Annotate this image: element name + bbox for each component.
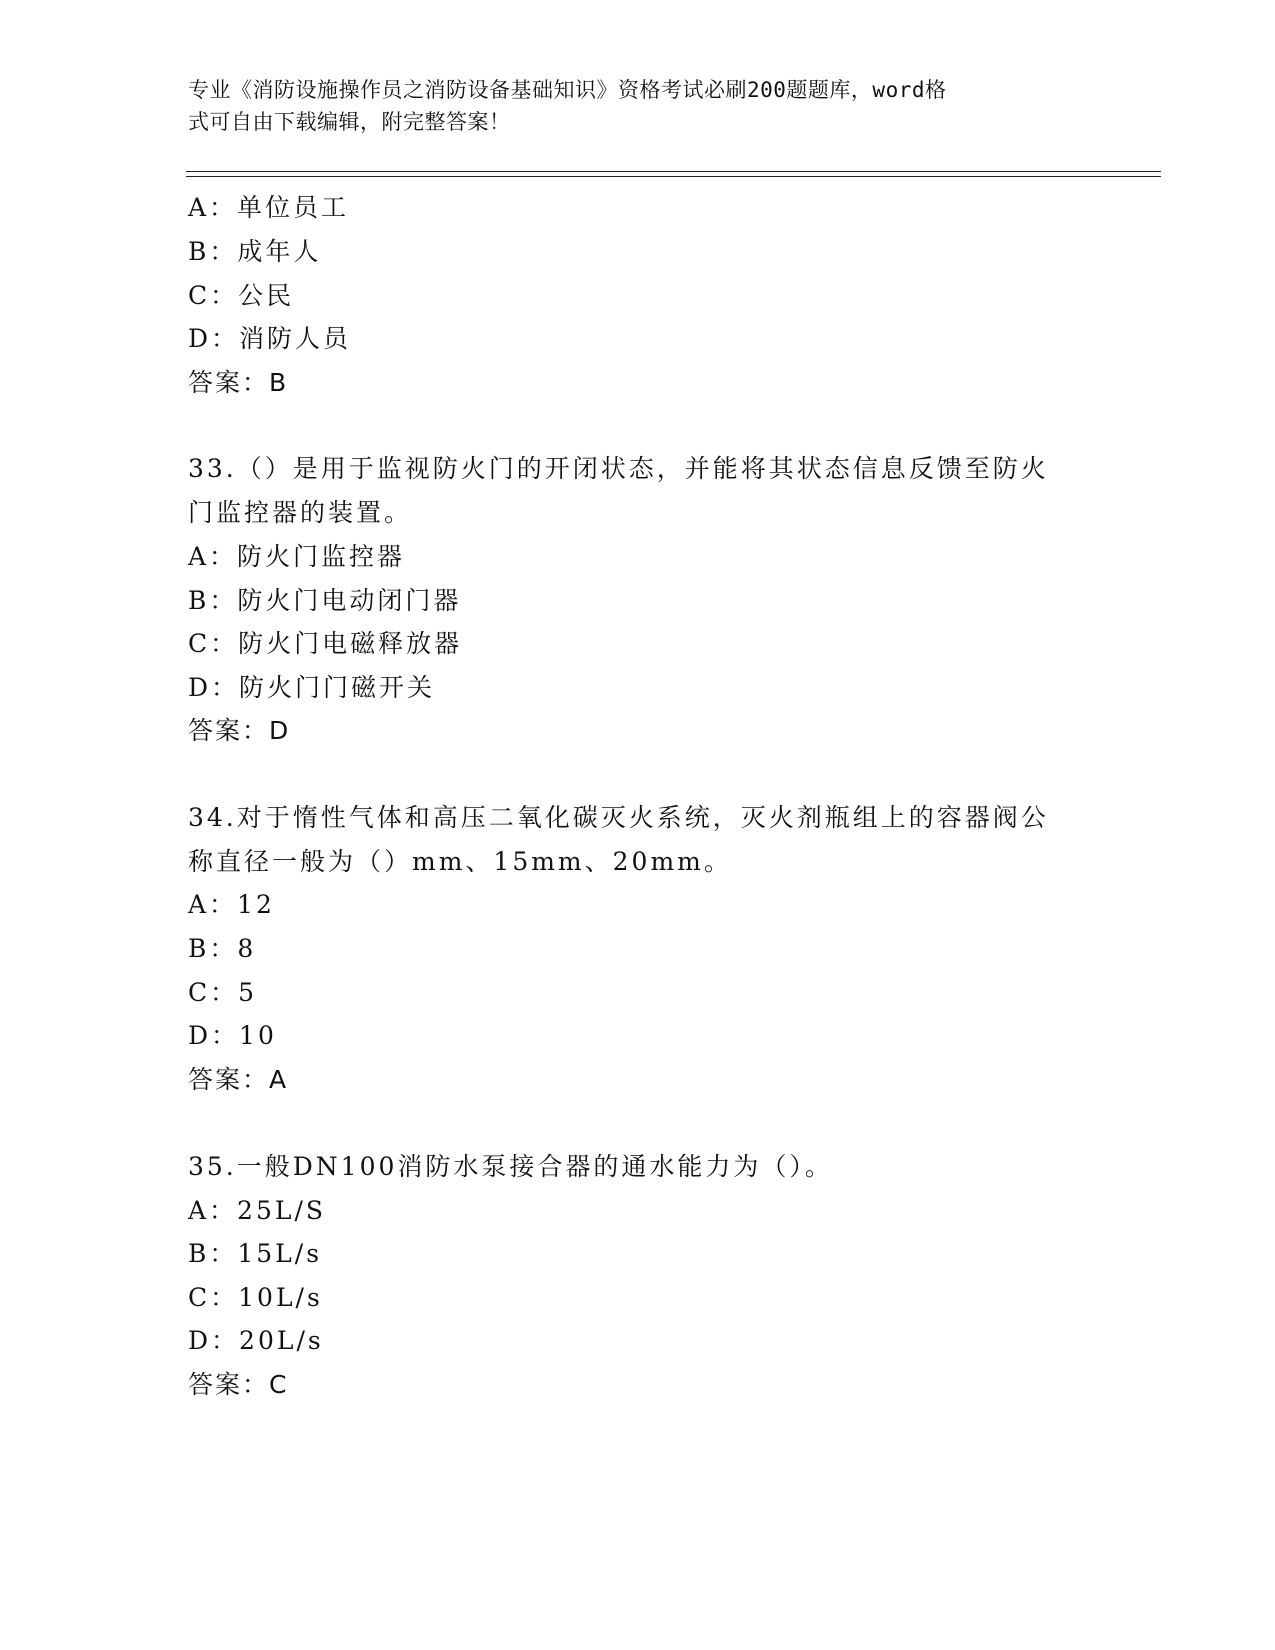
q35-answer: 答案：C <box>188 1370 289 1399</box>
q34-stem-line-2: 称直径一般为（）mm、15mm、20mm。 <box>188 847 732 876</box>
q33-option-d: D：防火门门磁开关 <box>188 673 436 702</box>
q35-option-b: B：15L/s <box>188 1239 323 1268</box>
q35-stem-line-1: 35.一般DN100消防水泵接合器的通水能力为（）。 <box>188 1152 833 1181</box>
q32-answer: 答案：B <box>188 368 289 397</box>
header-rule-top <box>186 171 1161 172</box>
q34-stem-line-1: 34.对于惰性气体和高压二氧化碳灭火系统，灭火剂瓶组上的容器阀公 <box>188 803 1049 832</box>
q32-option-c: C：公民 <box>188 281 295 310</box>
q33-option-c: C：防火门电磁释放器 <box>188 629 463 658</box>
q35-option-a: A：25L/S <box>188 1196 327 1225</box>
q33-option-a: A：防火门监控器 <box>188 542 406 571</box>
q34-option-d: D：10 <box>188 1021 277 1050</box>
q34-answer: 答案：A <box>188 1065 289 1094</box>
q32-option-a: A：单位员工 <box>188 193 350 222</box>
q34-option-c: C：5 <box>188 978 258 1007</box>
q33-option-b: B：防火门电动闭门器 <box>188 586 462 615</box>
q35-option-c: C：10L/s <box>188 1283 323 1312</box>
q33-stem-line-1: 33.（）是用于监视防火门的开闭状态，并能将其状态信息反馈至防火 <box>188 454 1049 483</box>
q33-answer: 答案：D <box>188 716 291 745</box>
q32-option-d: D：消防人员 <box>188 324 352 353</box>
q33-stem-line-2: 门监控器的装置。 <box>188 498 413 527</box>
header-title-line-1: 专业《消防设施操作员之消防设备基础知识》资格考试必刷200题题库，word格 <box>188 78 947 102</box>
header-rule-bottom <box>186 176 1161 177</box>
q32-option-b: B：成年人 <box>188 237 322 266</box>
q34-option-b: B：8 <box>188 934 257 963</box>
q34-option-a: A：12 <box>188 890 275 919</box>
q35-option-d: D：20L/s <box>188 1326 324 1355</box>
header-title-line-2: 式可自由下载编辑，附完整答案！ <box>188 110 511 134</box>
